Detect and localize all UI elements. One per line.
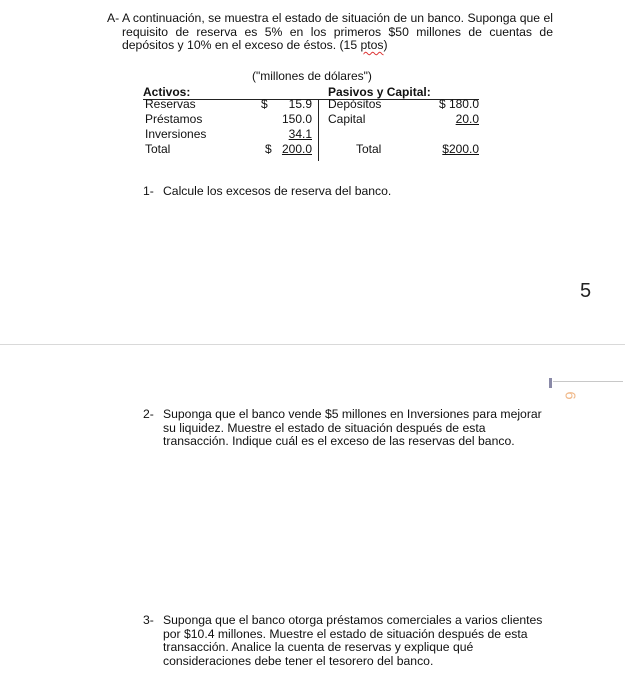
asset-label-reserves: Reservas — [145, 97, 196, 111]
liability-value-capital-text: 20.0 — [455, 112, 479, 126]
asset-value-total — [270, 142, 312, 156]
asset-value-investments — [270, 127, 312, 141]
balance-sheet-caption: ("millones de dólares") — [252, 69, 372, 83]
asset-currency-reserves: $ — [261, 97, 268, 111]
question-1 — [143, 185, 391, 199]
page-marker — [549, 378, 552, 388]
asset-currency-total: $ — [265, 142, 272, 156]
intro-text-main: A continuación, se muestra el estado de situación de un banco. Suponga que el requisito de reserva es 5% en los primeros $50 millones de cuentas de depósitos y 10% en el exceso de éstos. (15 — [122, 11, 553, 52]
asset-value-loans: 150.0 — [281, 112, 312, 126]
page-number-6: 6 — [561, 391, 579, 400]
question-3 — [143, 614, 553, 668]
question-2-number: 2- — [143, 407, 154, 421]
asset-label-investments: Inversiones — [145, 127, 207, 141]
page-header-rule — [553, 381, 623, 382]
page-separator — [0, 344, 625, 345]
intro-paragraph — [107, 12, 553, 53]
balance-sheet-divider — [318, 99, 319, 161]
asset-label-loans: Préstamos — [145, 112, 203, 126]
asset-value-total-text: 200.0 — [281, 142, 312, 156]
liability-value-deposits: $ 180.0 — [438, 97, 479, 111]
question-1-number: 1- — [143, 184, 154, 198]
asset-value-investments-text: 34.1 — [288, 127, 312, 141]
intro-text-end: ) — [383, 38, 388, 52]
asset-label-total: Total — [145, 142, 171, 156]
liabilities-header: Pasivos y Capital: — [328, 85, 431, 99]
assets-header: Activos: — [143, 85, 191, 99]
question-3-text: Suponga que el banco otorga préstamos comerciales a varios clientes por $10.4 millones. Muestre el estado de situación después de esta transacción. Analice la cuenta de reservas y explique qué consideraciones debe tener el tesorero del banco. — [163, 613, 543, 668]
liability-total-label: Total — [356, 142, 382, 156]
asset-value-reserves: 15.9 — [288, 97, 312, 111]
intro-text-spellcheck: ptos — [360, 38, 384, 52]
question-2 — [143, 408, 553, 449]
intro-label: A- — [107, 11, 120, 25]
liability-value-capital — [420, 112, 479, 126]
liability-label-deposits: Depósitos — [328, 97, 382, 111]
page-number-5: 5 — [580, 280, 592, 302]
liability-total-value — [420, 142, 479, 156]
liability-total-value-text: $200.0 — [442, 142, 479, 156]
question-1-text: Calcule los excesos de reserva del banco. — [163, 184, 392, 198]
question-2-text: Suponga que el banco vende $5 millones en Inversiones para mejorar su liquidez. Muestre el estado de situación después de esta transacción. Indique cuál es el exceso de las reservas del banco. — [163, 407, 542, 448]
intro-text — [122, 12, 553, 53]
question-3-number: 3- — [143, 613, 154, 627]
liability-label-capital: Capital — [328, 112, 366, 126]
